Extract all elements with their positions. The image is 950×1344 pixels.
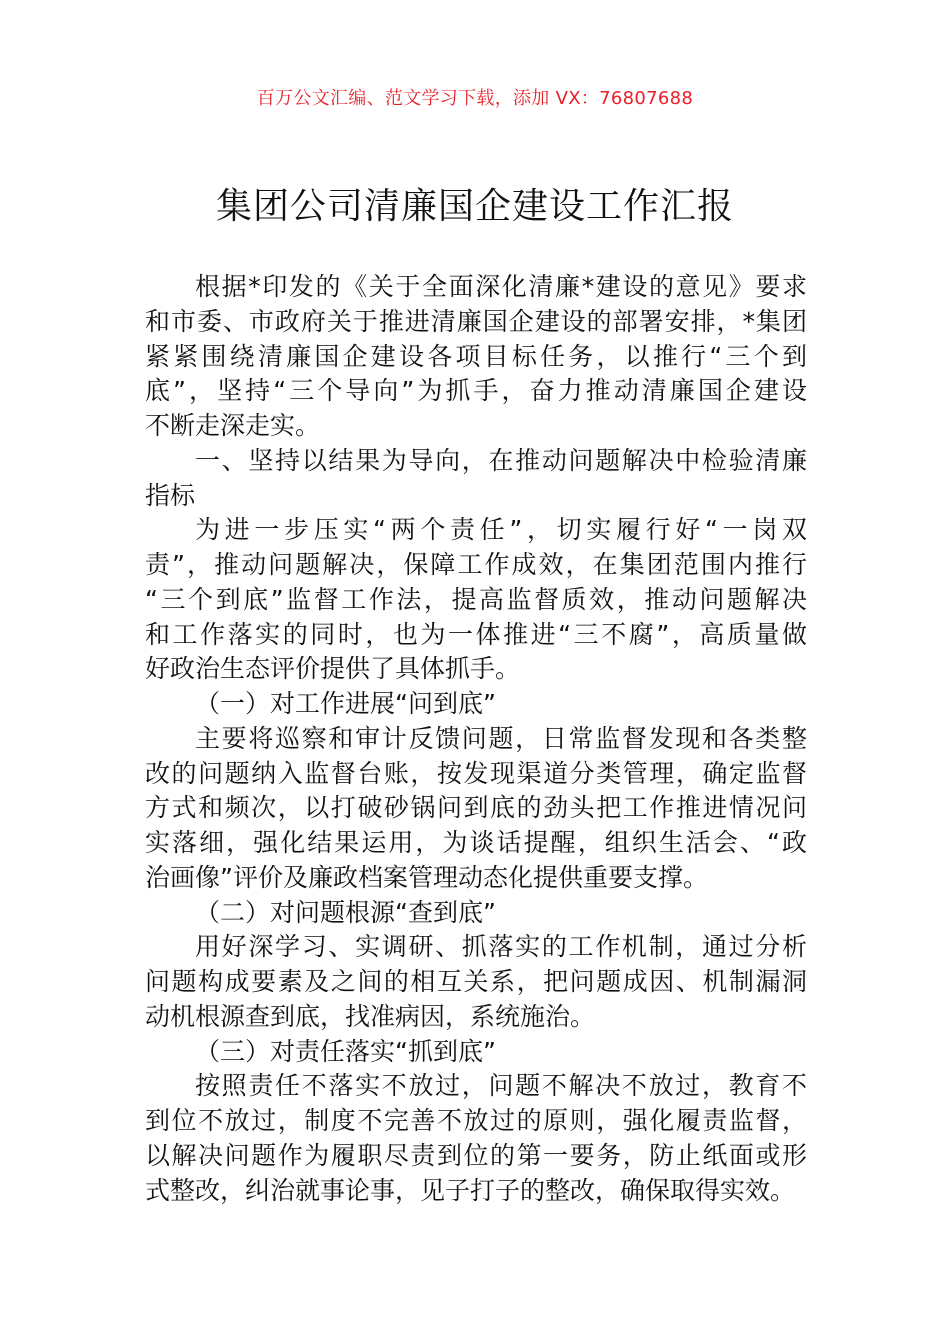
text-line: 方式和频次，以打破砂锅问到底的劲头把工作推进情况问 bbox=[145, 793, 807, 823]
watermark-banner: 百万公文汇编、范文学习下载，添加 VX：76807688 bbox=[256, 88, 694, 109]
paragraph bbox=[145, 687, 807, 722]
text-line: 一、坚持以结果为导向，在推动问题解决中检验清廉 bbox=[195, 445, 807, 475]
text-line: 不断走深走实。 bbox=[145, 411, 321, 440]
text-line: 根据*印发的《关于全面深化清廉*建设的意见》要求 bbox=[195, 272, 807, 301]
paragraph bbox=[145, 930, 807, 1034]
text-line: 实落细，强化结果运用，为谈话提醒，组织生活会、“政 bbox=[145, 828, 807, 857]
text-line: （一）对工作进展“问到底” bbox=[195, 689, 496, 718]
text-line: （二）对问题根源“查到底” bbox=[195, 897, 496, 927]
text-line: “三个到底”监督工作法，提高监督质效，推动问题解决 bbox=[145, 584, 807, 614]
text-line: 和市委、市政府关于推进清廉国企建设的部署安排，*集团 bbox=[145, 306, 807, 336]
text-line: 指标 bbox=[145, 480, 196, 510]
text-line: 以解决问题作为履职尽责到位的第一要务，防止纸面或形 bbox=[145, 1140, 807, 1170]
text-line: （三）对责任落实“抓到底” bbox=[195, 1036, 496, 1066]
text-line: 动机根源查到底，找准病因，系统施治。 bbox=[145, 1001, 596, 1031]
text-line: 主要将巡察和审计反馈问题，日常监督发现和各类整 bbox=[195, 723, 807, 753]
text-line: 和工作落实的同时，也为一体推进“三不腐”，高质量做 bbox=[145, 619, 807, 649]
document-title: 集团公司清廉国企建设工作汇报 bbox=[215, 186, 734, 227]
paragraph bbox=[145, 444, 807, 514]
text-line: 式整改，纠治就事论事，见子打子的整改，确保取得实效。 bbox=[145, 1175, 796, 1205]
paragraph bbox=[145, 513, 807, 687]
text-line: 为进一步压实“两个责任”，切实履行好“一岗双 bbox=[195, 515, 807, 545]
text-line: 按照责任不落实不放过，问题不解决不放过，教育不 bbox=[195, 1071, 807, 1101]
paragraph bbox=[145, 1069, 807, 1208]
text-line: 改的问题纳入监督台账，按发现渠道分类管理，确定监督 bbox=[145, 758, 807, 788]
text-line: 紧紧围绕清廉国企建设各项目标任务，以推行“三个到 bbox=[145, 341, 807, 371]
text-line: 底”，坚持“三个导向”为抓手，奋力推动清廉国企建设 bbox=[145, 376, 807, 406]
paragraph bbox=[145, 1035, 807, 1070]
paragraph bbox=[145, 270, 807, 444]
text-line: 责”，推动问题解决，保障工作成效，在集团范围内推行 bbox=[145, 550, 807, 579]
text-line: 问题构成要素及之间的相互关系，把问题成因、机制漏洞 bbox=[145, 967, 807, 996]
paragraph bbox=[145, 896, 807, 931]
document-body bbox=[145, 270, 807, 1208]
text-line: 治画像”评价及廉政档案管理动态化提供重要支撑。 bbox=[145, 862, 708, 892]
paragraph bbox=[145, 722, 807, 896]
text-line: 好政治生态评价提供了具体抓手。 bbox=[145, 654, 521, 684]
text-line: 到位不放过，制度不完善不放过的原则，强化履责监督， bbox=[145, 1106, 807, 1135]
text-line: 用好深学习、实调研、抓落实的工作机制，通过分析 bbox=[195, 932, 807, 962]
